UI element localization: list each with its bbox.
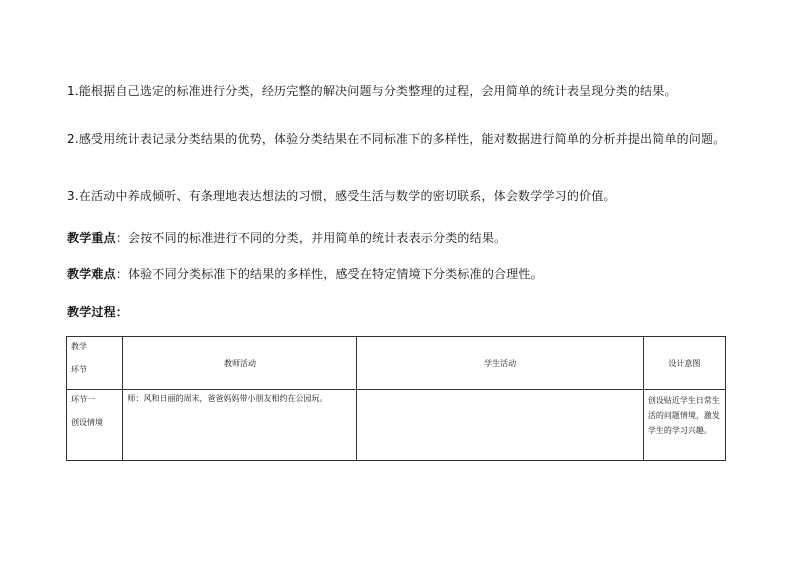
key-point-text: ：会按不同的标准进行不同的分类，并用简单的统计表表示分类的结果。: [115, 231, 507, 245]
header-step-line1: 教学: [71, 342, 87, 351]
key-point-label: 教学重点: [67, 231, 116, 245]
difficulty-text: ：体验不同分类标准下的结果的多样性，感受在特定情境下分类标准的合理性。: [115, 267, 543, 281]
header-intent: 设计意图: [643, 337, 725, 390]
row-teacher-activity: 师：风和日丽的周末，爸爸妈妈带小朋友相约在公园玩。: [123, 390, 357, 461]
row-student-activity: [357, 390, 643, 461]
row-step-line2: 创设情境: [71, 418, 103, 427]
objective-1: 1.能根据自己选定的标准进行分类，经历完整的解决问题与分类整理的过程，会用简单的统计表呈现分类的结果。: [67, 84, 677, 98]
process-heading: 教学过程：: [67, 305, 129, 319]
table-header-row: [67, 337, 726, 390]
header-student: 学生活动: [357, 337, 643, 390]
row-design-intent: 创设贴近学生日常生活的问题情境，激发学生的学习兴趣。: [643, 390, 725, 461]
header-teacher: 教师活动: [123, 337, 357, 390]
header-step: [67, 337, 123, 390]
objective-2: 2.感受用统计表记录分类结果的优势，体验分类结果在不同标准下的多样性，能对数据进行简单的分析并提出简单的问题。: [67, 132, 726, 146]
table-row: [67, 390, 726, 461]
lesson-table: [66, 336, 726, 461]
row-step: [67, 390, 123, 461]
objective-3: 3.在活动中养成倾听、有条理地表达想法的习惯，感受生活与数学的密切联系，体会数学学习的价值。: [67, 189, 616, 203]
difficulty: [67, 265, 727, 284]
difficulty-label: 教学难点: [67, 267, 116, 281]
row-step-line1: 环节一: [71, 395, 95, 404]
header-step-line2: 环节: [71, 365, 87, 374]
key-point: [67, 229, 727, 248]
